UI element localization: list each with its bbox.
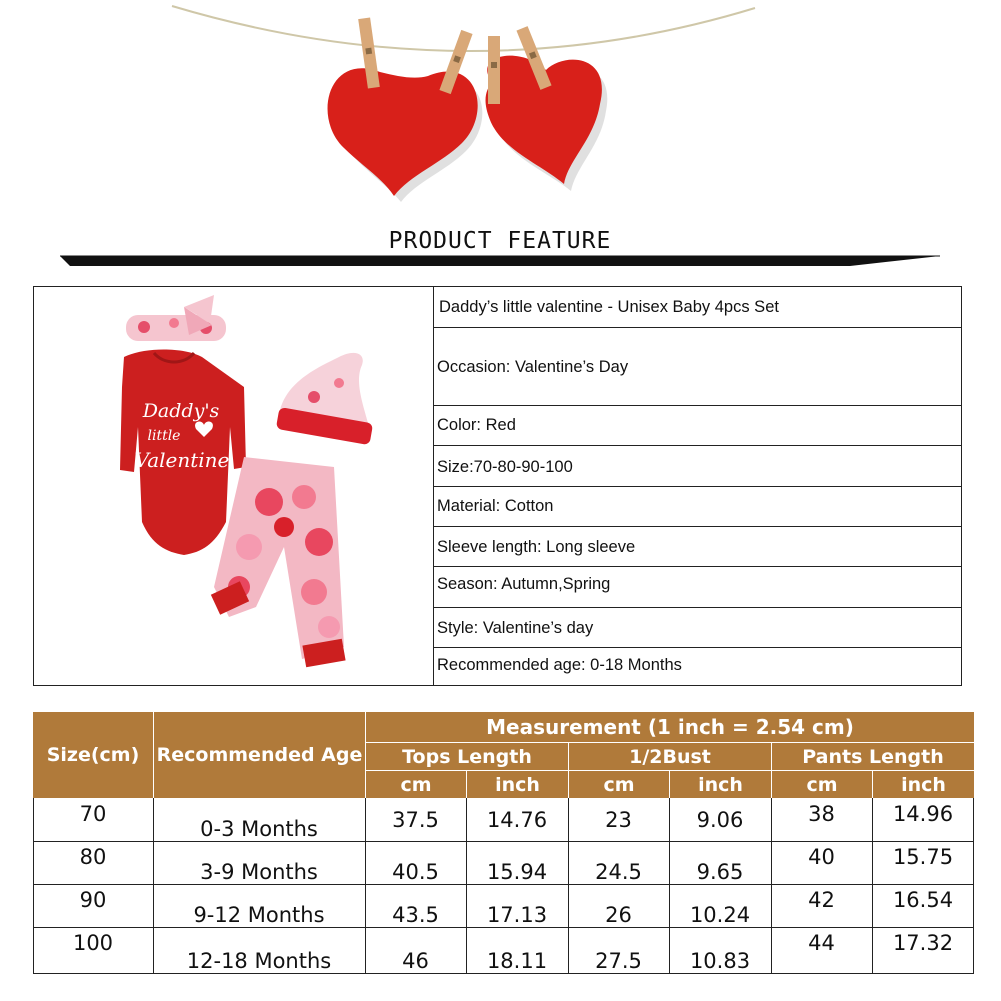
spec-occasion-text: Occasion: Valentine’s Day xyxy=(437,358,629,376)
row-70-bust-inch: 9.06 xyxy=(696,807,744,832)
spec-row-season xyxy=(434,567,961,608)
row-80-bust-inch: 9.65 xyxy=(696,860,744,884)
row-70-age: 0-3 Months xyxy=(200,817,318,841)
spec-material-text: Material: Cotton xyxy=(437,497,554,515)
spec-row-style xyxy=(434,608,961,648)
heading-section xyxy=(60,222,940,272)
row-90-pants-cm: 42 xyxy=(808,888,835,912)
unit-pants-inch: inch xyxy=(872,770,974,798)
romper-print-text-3: Valentine xyxy=(134,448,230,472)
page-title: PRODUCT FEATURE xyxy=(388,228,612,254)
spec-title-text: Daddy’s little valentine - Unisex Baby 4pcs Set xyxy=(439,298,779,316)
row-100-bust-inch: 10.83 xyxy=(689,949,751,973)
row-100-tops-inch: 18.11 xyxy=(486,949,548,973)
row-70-tops-inch: 14.76 xyxy=(486,807,548,832)
row-80-tops-cm: 40.5 xyxy=(392,860,439,884)
product-feature-box xyxy=(33,286,962,686)
row-90-tops-inch: 17.13 xyxy=(486,903,548,927)
unit-bust-inch: inch xyxy=(669,770,771,798)
romper-image xyxy=(120,350,246,556)
clothespin-3 xyxy=(488,36,500,104)
row-70-bust-cm: 23 xyxy=(605,807,632,832)
row-90-age: 9-12 Months xyxy=(193,903,325,927)
row-90-tops-cm: 43.5 xyxy=(392,903,439,927)
row-80-pants-inch: 15.75 xyxy=(892,845,954,869)
spec-row-material xyxy=(434,487,961,527)
header-size: Size(cm) xyxy=(33,712,153,798)
hat-image xyxy=(276,353,373,445)
unit-tops-inch: inch xyxy=(466,770,568,798)
row-80-size: 80 xyxy=(79,845,107,869)
row-90-size: 90 xyxy=(79,888,107,912)
romper-print-text-2: little xyxy=(147,428,181,444)
headband-image xyxy=(126,295,226,341)
row-100-size: 100 xyxy=(72,931,114,955)
spec-row-title xyxy=(434,287,961,328)
unit-pants-cm: cm xyxy=(771,770,872,798)
row-70-tops-cm: 37.5 xyxy=(392,807,439,832)
unit-bust-cm: cm xyxy=(568,770,669,798)
row-80-age: 3-9 Months xyxy=(200,860,318,884)
unit-tops-cm: cm xyxy=(365,770,466,798)
header-half-bust: 1/2Bust xyxy=(568,742,771,770)
header-pants-length: Pants Length xyxy=(771,742,974,770)
pants-image xyxy=(211,457,346,667)
spec-color-text: Color: Red xyxy=(437,416,516,434)
spec-row-size xyxy=(434,446,961,487)
row-100-tops-cm: 46 xyxy=(402,949,429,973)
spec-table xyxy=(434,287,961,685)
size-chart-table xyxy=(33,712,974,974)
spec-style-text: Style: Valentine’s day xyxy=(437,619,594,637)
header-tops-length: Tops Length xyxy=(365,742,568,770)
row-80-tops-inch: 15.94 xyxy=(486,860,548,884)
row-100-age: 12-18 Months xyxy=(186,949,332,973)
baby-outfit-illustration xyxy=(34,287,432,685)
row-100-pants-cm: 44 xyxy=(808,931,835,955)
spec-row-age xyxy=(434,648,961,685)
row-80-bust-cm: 24.5 xyxy=(595,860,642,884)
left-heart xyxy=(328,68,478,196)
title-underline xyxy=(60,252,940,272)
header-measurement: Measurement (1 inch = 2.54 cm) xyxy=(365,712,974,742)
row-80-pants-cm: 40 xyxy=(808,845,835,869)
spec-row-sleeve xyxy=(434,527,961,567)
row-90-bust-inch: 10.24 xyxy=(689,903,751,927)
row-70-pants-cm: 38 xyxy=(808,802,835,826)
romper-print-text-1: Daddy's xyxy=(142,400,220,422)
row-90-bust-cm: 26 xyxy=(605,903,632,927)
product-image xyxy=(34,287,434,685)
row-70-pants-inch: 14.96 xyxy=(892,802,954,826)
row-100-pants-inch: 17.32 xyxy=(892,931,954,955)
row-90-pants-inch: 16.54 xyxy=(892,888,954,912)
spec-sleeve-text: Sleeve length: Long sleeve xyxy=(437,538,636,556)
spec-size-text: Size:70-80-90-100 xyxy=(437,458,573,476)
spec-season-text: Season: Autumn,Spring xyxy=(437,575,611,593)
header-recommended-age: Recommended Age xyxy=(153,712,365,798)
hearts-banner xyxy=(0,0,1001,230)
spec-row-occasion xyxy=(434,328,961,406)
row-100-bust-cm: 27.5 xyxy=(595,949,642,973)
spec-age-text: Recommended age: 0-18 Months xyxy=(437,656,682,674)
spec-row-color xyxy=(434,406,961,446)
row-70-size: 70 xyxy=(79,802,107,826)
